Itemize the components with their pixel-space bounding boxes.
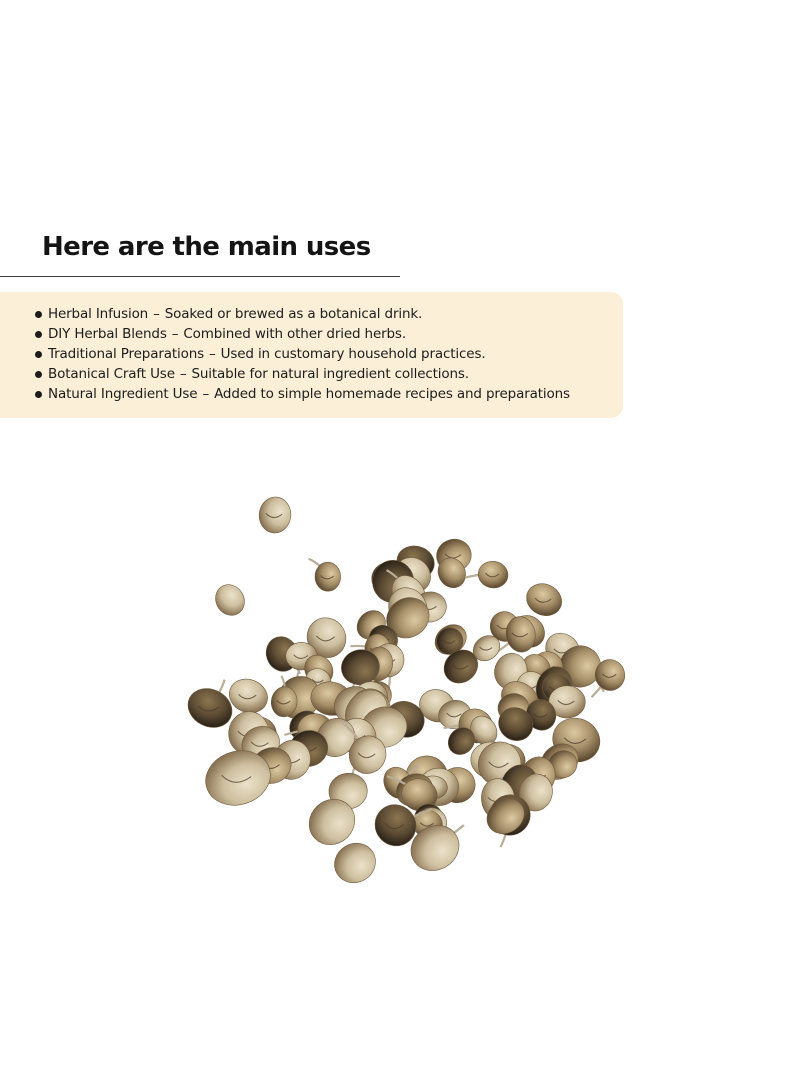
use-detail: Soaked or brewed as a botanical drink. <box>164 306 423 322</box>
use-item: Botanical Craft Use – Suitable for natural ingredient collections. <box>35 364 623 384</box>
dried-seed-pile-icon <box>180 480 650 920</box>
bullet-icon <box>35 311 42 318</box>
seed <box>258 496 293 535</box>
use-item: Herbal Infusion – Soaked or brewed as a botanical drink. <box>35 304 623 324</box>
use-name: Natural Ingredient Use <box>48 386 198 402</box>
use-name: Botanical Craft Use <box>48 366 175 382</box>
seed <box>521 578 567 621</box>
use-detail: Added to simple homemade recipes and preparations <box>214 386 570 402</box>
use-detail: Combined with other dried herbs. <box>183 326 406 342</box>
use-detail: Used in customary household practices. <box>220 346 486 362</box>
page-heading: Here are the main uses <box>42 232 371 262</box>
uses-panel <box>0 292 623 418</box>
uses-list <box>35 304 623 404</box>
bullet-icon <box>35 351 42 358</box>
use-name: Herbal Infusion <box>48 306 149 322</box>
use-detail: Suitable for natural ingredient collections. <box>191 366 469 382</box>
use-item: Traditional Preparations – Used in customary household practices. <box>35 344 623 364</box>
use-name: Traditional Preparations <box>48 346 205 362</box>
bullet-icon <box>35 331 42 338</box>
heading-divider <box>0 276 400 277</box>
seed <box>210 579 250 620</box>
bullet-icon <box>35 371 42 378</box>
use-item: Natural Ingredient Use – Added to simple homemade recipes and preparations <box>35 384 623 404</box>
use-name: DIY Herbal Blends <box>48 326 167 342</box>
seed <box>315 562 342 592</box>
use-item: DIY Herbal Blends – Combined with other dried herbs. <box>35 324 623 344</box>
seed <box>476 559 510 590</box>
bullet-icon <box>35 391 42 398</box>
